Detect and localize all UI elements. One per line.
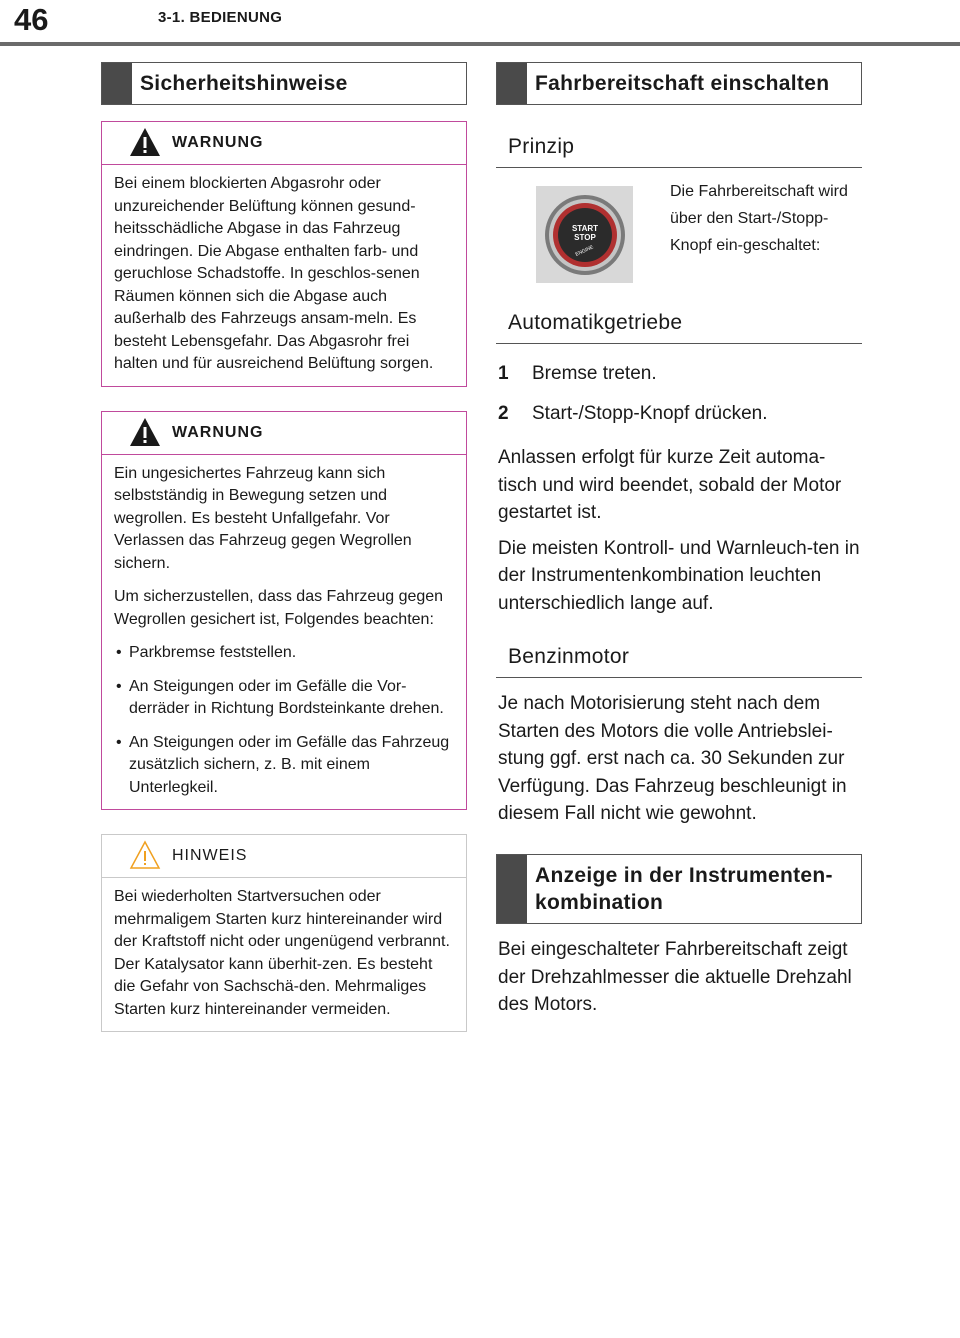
paragraph: Bei eingeschalteter Fahrbereitschaft zeigt der Drehzahlmesser die aktuelle Drehzahl des Motors. xyxy=(498,939,852,1016)
section-heading-sicherheitshinweise xyxy=(101,62,467,105)
step-text: Start-/Stopp-Knopf drücken. xyxy=(532,403,768,425)
section-heading-anzeige xyxy=(496,854,862,925)
hint-header xyxy=(102,835,466,878)
section-title: Sicherheitshinweise xyxy=(140,72,348,95)
section-title: Anzeige in der Instrumenten-kombination xyxy=(535,863,833,915)
warning-bullet-list xyxy=(114,642,454,799)
warning-text: Bei einem blockierten Abgasrohr oder unzureichender Belüftung können gesund-heitsschädliche Abgase in das Fahrzeug eindringen. Die Abgase enthalten farb- und geruchlose Schadstoffe. In geschlos-senen Räumen können sich die Abgase auch außerhalb des Fahrzeugs ansam-meln. Es besteht Lebensgefahr. Das Abgasrohr frei halten und für ausreichend Belüftung sorgen. xyxy=(114,175,434,373)
step-number: 1 xyxy=(498,363,509,385)
heading-bar xyxy=(497,63,527,104)
list-item: • Parkbremse feststellen. xyxy=(114,642,454,665)
paragraph: Die meisten Kontroll- und Warnleuch-ten in der Instrumentenkombination leuchten unterschiedlich lange auf. xyxy=(498,537,860,614)
step-list xyxy=(496,354,862,434)
paragraph: Anlassen erfolgt für kurze Zeit automa-tisch und wird beendet, sobald der Motor gestartet ist. xyxy=(498,447,842,524)
warning-header xyxy=(102,122,466,165)
hint-body xyxy=(102,878,466,1031)
right-column xyxy=(496,62,862,1027)
warning-label: WARNUNG xyxy=(172,134,264,152)
list-item: • An Steigungen oder im Gefälle das Fahrzeug zusätzlich sichern, z. B. mit einem Unterlegkeil. xyxy=(114,732,454,800)
subheading-prinzip: Prinzip xyxy=(496,129,862,168)
paragraph: Je nach Motorisierung steht nach dem Starten des Motors die volle Antriebslei-stung ggf. erst nach ca. 30 Sekunden zur Verfügung. Das Fahrzeug beschleunigt in diesem Fall nicht wie gewohnt. xyxy=(498,693,847,825)
warning-body xyxy=(102,455,466,810)
warning-icon xyxy=(129,416,161,448)
prinzip-row xyxy=(496,176,862,283)
subheading-benzinmotor: Benzinmotor xyxy=(496,639,862,678)
list-item: • An Steigungen oder im Gefälle die Vor-derräder in Richtung Bordsteinkante drehen. xyxy=(114,676,454,721)
hint-box xyxy=(101,834,467,1032)
hint-text: Bei wiederholten Startversuchen oder mehrmaligem Starten kurz hintereinander wird der Kraftstoff nicht oder ungenügend verbrannt. Der Katalysator kann überhit-zen. Es besteht die Gefahr von Sachschä-den. Mehrmaliges Starten kurz hintereinander vermeiden. xyxy=(114,888,450,1018)
warning-box-1 xyxy=(101,121,467,387)
section-heading-fahrbereitschaft xyxy=(496,62,862,105)
button-label-stop: STOP xyxy=(573,232,596,242)
warning-paragraph-2: Um sicherzustellen, dass das Fahrzeug gegen Wegrollen gesichert ist, Folgendes beachten: xyxy=(114,588,444,628)
warning-paragraph-1: Ein ungesichertes Fahrzeug kann sich selbstständig in Bewegung setzen und wegrollen. Es besteht Unfallgefahr. Vor Verlassen das Fahrzeug gegen Wegrollen sichern. xyxy=(114,464,412,572)
warning-icon xyxy=(129,126,161,158)
header-rule xyxy=(0,42,960,46)
chapter-title: 3-1. BEDIENUNG xyxy=(158,9,283,26)
step-item xyxy=(496,394,862,434)
start-stop-button-image xyxy=(536,186,633,283)
button-label-engine: ENGINE xyxy=(574,244,595,258)
step-item xyxy=(496,354,862,394)
heading-bar xyxy=(497,855,527,924)
warning-box-2 xyxy=(101,411,467,811)
step-number: 2 xyxy=(498,403,509,425)
hint-label: HINWEIS xyxy=(172,847,248,865)
left-column xyxy=(101,62,467,1032)
heading-bar xyxy=(102,63,132,104)
warning-body xyxy=(102,165,466,386)
page-number: 46 xyxy=(14,2,49,37)
warning-header xyxy=(102,412,466,455)
prinzip-caption: Die Fahrbereitschaft wird über den Start-/Stopp-Knopf ein-geschaltet: xyxy=(670,183,848,255)
step-text: Bremse treten. xyxy=(532,363,657,385)
button-label-start: START xyxy=(571,223,598,233)
section-title: Fahrbereitschaft einschalten xyxy=(535,72,830,95)
subheading-automatikgetriebe: Automatikgetriebe xyxy=(496,305,862,344)
warning-label: WARNUNG xyxy=(172,423,264,441)
page-header xyxy=(0,0,960,48)
hint-icon xyxy=(129,839,161,871)
